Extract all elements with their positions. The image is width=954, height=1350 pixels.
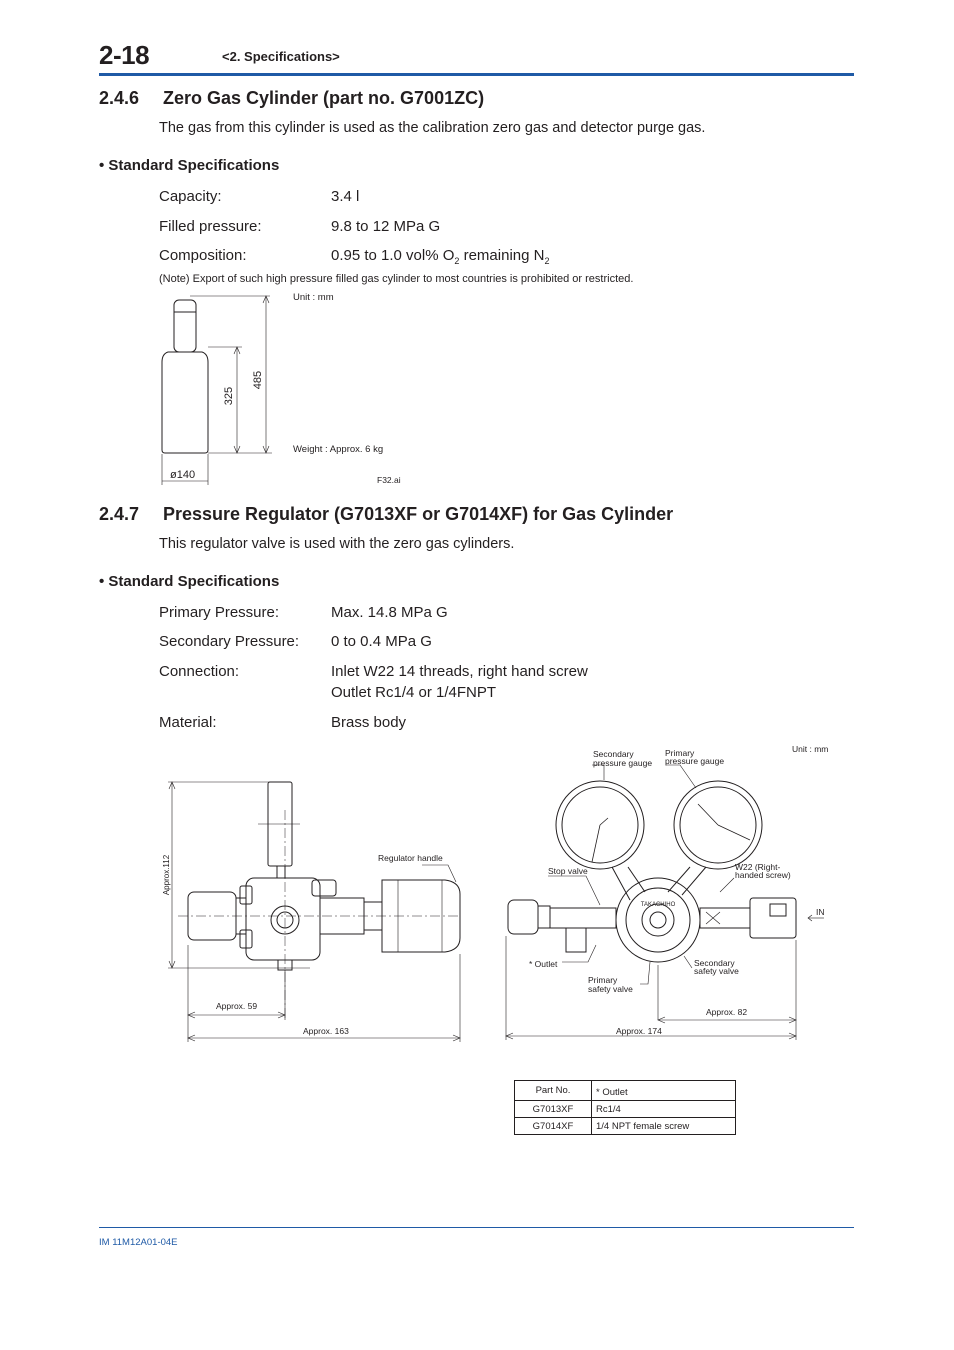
spec-label: Capacity:	[159, 188, 222, 205]
dim-approx-174: Approx. 174	[616, 1026, 662, 1036]
cylinder-body-shape	[162, 352, 208, 453]
footer-rule	[99, 1227, 854, 1228]
section-heading: Pressure Regulator (G7013XF or G7014XF) for Gas Cylinder	[163, 504, 674, 524]
spec-label: Composition:	[159, 247, 247, 264]
page-number: 2-18	[99, 40, 150, 70]
label-inlet: IN	[816, 907, 825, 917]
spec-value: 0 to 0.4 MPa G	[331, 633, 432, 650]
cylinder-valve-shape	[174, 300, 196, 352]
section-intro: The gas from this cylinder is used as the calibration zero gas and detector purge gas.	[159, 120, 706, 136]
spec-label: Connection:	[159, 663, 240, 680]
spec-label: Secondary Pressure:	[159, 633, 300, 650]
spec-label: Primary Pressure:	[159, 604, 280, 621]
spec-value: Outlet Rc1/4 or 1/4FNPT	[331, 684, 497, 701]
spec-value: Max. 14.8 MPa G	[331, 604, 448, 621]
spec-value: 9.8 to 12 MPa G	[331, 218, 441, 235]
table-row	[515, 1101, 736, 1118]
spec-label: Filled pressure:	[159, 218, 262, 235]
table-header-cell: Part No.	[515, 1081, 592, 1101]
dim-approx-82: Approx. 82	[706, 1007, 748, 1017]
dim-325: 325	[223, 386, 235, 406]
section-title-regulator	[99, 504, 673, 525]
outlet-table	[514, 1080, 736, 1135]
standard-specs-heading: • Standard Specifications	[99, 157, 280, 174]
section-number: 2.4.7	[99, 504, 140, 524]
dim-approx-112: Approx.112	[162, 854, 171, 896]
document-id: IM 11M12A01-04E	[99, 1237, 178, 1248]
brand-mark: TAKACHIHO	[640, 902, 676, 908]
regulator-side-view	[160, 770, 480, 1050]
table-cell: G7013XF	[515, 1101, 592, 1118]
spec-value: Inlet W22 14 threads, right hand screw	[331, 663, 588, 680]
label-stop-valve: Stop valve	[548, 866, 588, 876]
dim-approx-163: Approx. 163	[303, 1026, 349, 1036]
chapter-label: <2. Specifications>	[222, 49, 340, 64]
label-secondary-safety: safety valve	[694, 966, 739, 976]
unit-label: Unit : mm	[792, 744, 829, 754]
spec-value: 3.4 l	[331, 188, 360, 205]
label-outlet: * Outlet	[529, 959, 558, 969]
spec-value: Brass body	[331, 714, 407, 731]
section-title-zero-gas	[99, 88, 484, 109]
cylinder-drawing	[150, 290, 420, 490]
label-w22: handed screw)	[735, 870, 791, 880]
unit-label: Unit : mm	[293, 292, 334, 303]
label-secondary-gauge: pressure gauge	[593, 758, 653, 768]
label-w22: W22 (Right-	[735, 862, 781, 872]
regulator-front-view	[500, 740, 840, 1050]
section-number: 2.4.6	[99, 88, 140, 108]
section-intro: This regulator valve is used with the zero gas cylinders.	[159, 536, 515, 552]
label-primary-safety: Primary	[588, 975, 618, 985]
spec-label: Material:	[159, 714, 217, 731]
table-cell: 1/4 NPT female screw	[592, 1118, 736, 1135]
dim-diameter: ø140	[170, 469, 196, 481]
table-header-cell: * Outlet	[592, 1081, 736, 1101]
standard-specs-heading: • Standard Specifications	[99, 573, 280, 590]
figure-file-label: F32.ai	[377, 475, 401, 485]
spec-value-composition: 0.95 to 1.0 vol% $O_2$ remaining $N_2$	[331, 247, 550, 266]
table-cell: G7014XF	[515, 1118, 592, 1135]
table-row	[515, 1118, 736, 1135]
section-heading: Zero Gas Cylinder (part no. G7001ZC)	[163, 88, 485, 108]
export-note: (Note) Export of such high pressure filled gas cylinder to most countries is prohibited or restricted.	[159, 273, 634, 285]
label-secondary-safety: Secondary	[694, 958, 735, 968]
label-primary-safety: safety valve	[588, 984, 633, 994]
table-cell: Rc1/4	[592, 1101, 736, 1118]
label-regulator-handle: Regulator handle	[378, 853, 443, 863]
dim-485: 485	[252, 370, 264, 390]
label-secondary-gauge: Secondary	[593, 749, 634, 759]
dim-approx-59: Approx. 59	[216, 1001, 258, 1011]
label-primary-gauge: Primary	[665, 748, 695, 758]
label-primary-gauge: pressure gauge	[665, 756, 725, 766]
weight-label: Weight : Approx. 6 kg	[293, 444, 384, 455]
table-header-row	[515, 1081, 736, 1101]
header-rule	[99, 73, 854, 76]
